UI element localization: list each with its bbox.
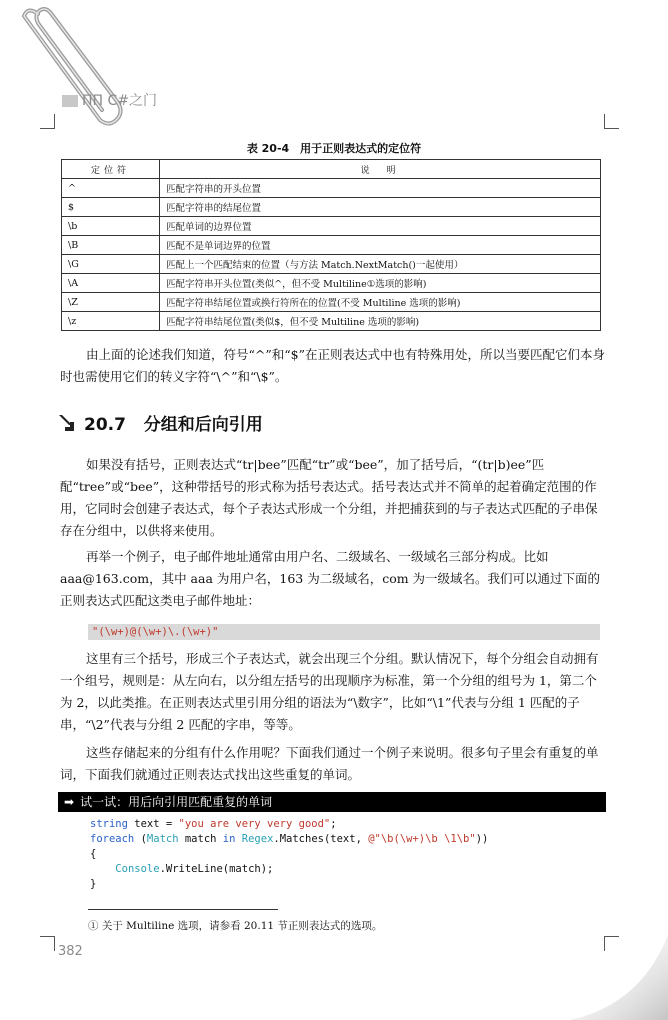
page-curl-shadow: [530, 935, 668, 1020]
code-line: }: [90, 878, 97, 890]
crop-mark-top-left: [40, 114, 55, 129]
code-indent: [90, 863, 115, 875]
arrow-right-icon: ➡: [64, 795, 75, 809]
table-row: [62, 255, 601, 274]
symbol-cell: \B: [62, 236, 160, 255]
header-block-icon: [62, 95, 78, 107]
table-header-row: [62, 160, 601, 179]
table-caption: 表 20-4 用于正则表达式的定位符: [246, 142, 422, 155]
code-line: [90, 832, 488, 847]
description-cell: 匹配单词的边界位置: [160, 217, 601, 236]
crop-mark-bottom-left: [40, 936, 55, 951]
try-it-banner: [58, 792, 606, 812]
page-number: 382: [58, 944, 83, 959]
symbol-cell: \z: [62, 312, 160, 331]
code-keyword: foreach: [90, 833, 135, 845]
code-text: .Matches(text,: [273, 833, 369, 845]
description-cell: 匹配字符串结尾位置(类似$，但不受 Multiline 选项的影响): [160, 312, 601, 331]
table-row: [62, 274, 601, 293]
symbol-cell: \Z: [62, 293, 160, 312]
code-string: "you are very very good": [178, 818, 331, 830]
description-cell: 匹配字符串结尾位置或换行符所在的位置(不受 Multiline 选项的影响): [160, 293, 601, 312]
section-title: 分组和后向引用: [143, 415, 263, 435]
symbol-cell: $: [62, 198, 160, 217]
section-heading: [58, 410, 263, 435]
column-header-symbol: 定位符: [62, 160, 160, 179]
symbol-cell: \A: [62, 274, 160, 293]
symbol-cell: \b: [62, 217, 160, 236]
code-text: (: [134, 833, 147, 845]
description-cell: 匹配字符串的结尾位置: [160, 198, 601, 217]
code-line: [90, 862, 488, 877]
code-class: Match: [146, 833, 179, 845]
header-book-title: C#之门: [107, 93, 158, 109]
paragraph-email-example: 再举一个例子，电子邮件地址通常由用户名、二级域名、一级域名三部分构成。比如 aaa@163.com，其中 aaa 为用户名，163 为二级域名，com 为一级域名。我们可以通过下面的正则表达式匹配这类电子邮件地址：: [60, 549, 601, 608]
paragraph-escape-chars: 由上面的论述我们知道，符号“^”和“$”在正则表达式中也有特殊用处，所以当要匹配它们本身时也需使用它们的转义字符“\^”和“\$”。: [60, 347, 605, 384]
code-text: ;: [330, 818, 337, 830]
code-keyword: in: [222, 833, 236, 845]
symbol-cell: \G: [62, 255, 160, 274]
header-prefix: ПП: [82, 93, 104, 109]
code-text: .WriteLine(match);: [159, 863, 274, 875]
symbol-cell: ^: [62, 179, 160, 198]
code-class: Regex: [241, 833, 274, 845]
code-text: )): [475, 833, 489, 845]
section-arrow-icon: [58, 414, 76, 432]
table-row: [62, 179, 601, 198]
description-cell: 匹配不是单词边界的位置: [160, 236, 601, 255]
code-class: Console: [115, 863, 160, 875]
running-header: [62, 90, 157, 110]
anchors-table: [61, 159, 601, 331]
code-text: text =: [127, 818, 179, 830]
code-line: [90, 817, 488, 832]
table-row: [62, 198, 601, 217]
footnote-divider: [88, 909, 278, 910]
description-cell: 匹配字符串的开头位置: [160, 179, 601, 198]
description-cell: 匹配上一个匹配结束的位置（与方法 Match.NextMatch()一起使用）: [160, 255, 601, 274]
code-keyword: string: [90, 818, 128, 830]
table-row: [62, 236, 601, 255]
paragraph-backreference-purpose: 这些存储起来的分组有什么作用呢？下面我们通过一个例子来说明。很多句子里会有重复的单词，下面我们就通过正则表达式找出这些重复的单词。: [60, 745, 599, 782]
regex-example-bar: "(\w+)@(\w+)\.(\w+)": [88, 624, 600, 640]
table-row: [62, 217, 601, 236]
section-number: 20.7: [84, 415, 126, 435]
code-line: {: [90, 848, 97, 860]
paragraph-brackets: 如果没有括号，正则表达式“tr|bee”匹配“tr”或“bee”，加了括号后，“(tr|b)ee”匹配“tree”或“bee”，这种带括号的形式称为括号表达式。括号表达式并不简单的起着确定范围的作用，它同时会创建子表达式，每个子表达式形成一个分组，并把捕获到的与子表达式匹配的子串保存在分组中，以供将来使用。: [60, 457, 598, 538]
code-block: [90, 817, 488, 892]
table-row: [62, 312, 601, 331]
code-text: match: [178, 833, 223, 845]
table-row: [62, 293, 601, 312]
crop-mark-top-right: [604, 114, 619, 129]
code-string: @"\b(\w+)\b \1\b": [368, 833, 476, 845]
try-it-label: 试一试：用后向引用匹配重复的单词: [80, 795, 273, 809]
description-cell: 匹配字符串开头位置(类似^，但不受 Multiline①选项的影响): [160, 274, 601, 293]
paragraph-group-numbers: 这里有三个括号，形成三个子表达式，就会出现三个分组。默认情况下，每个分组会自动拥有一个组号，规则是：从左向右，以分组左括号的出现顺序为标准，第一个分组的组号为 1，第二个为 2，以此类推。在正则表达式里引用分组的语法为“\数字”，比如“\1”代表与分组 1 匹配的子串，“\2”代表与分组 2 匹配的字串，等等。: [60, 651, 599, 732]
column-header-description: 说 明: [160, 160, 601, 179]
footnote: ① 关于 Multiline 选项，请参看 20.11 节正则表达式的选项。: [88, 920, 383, 932]
